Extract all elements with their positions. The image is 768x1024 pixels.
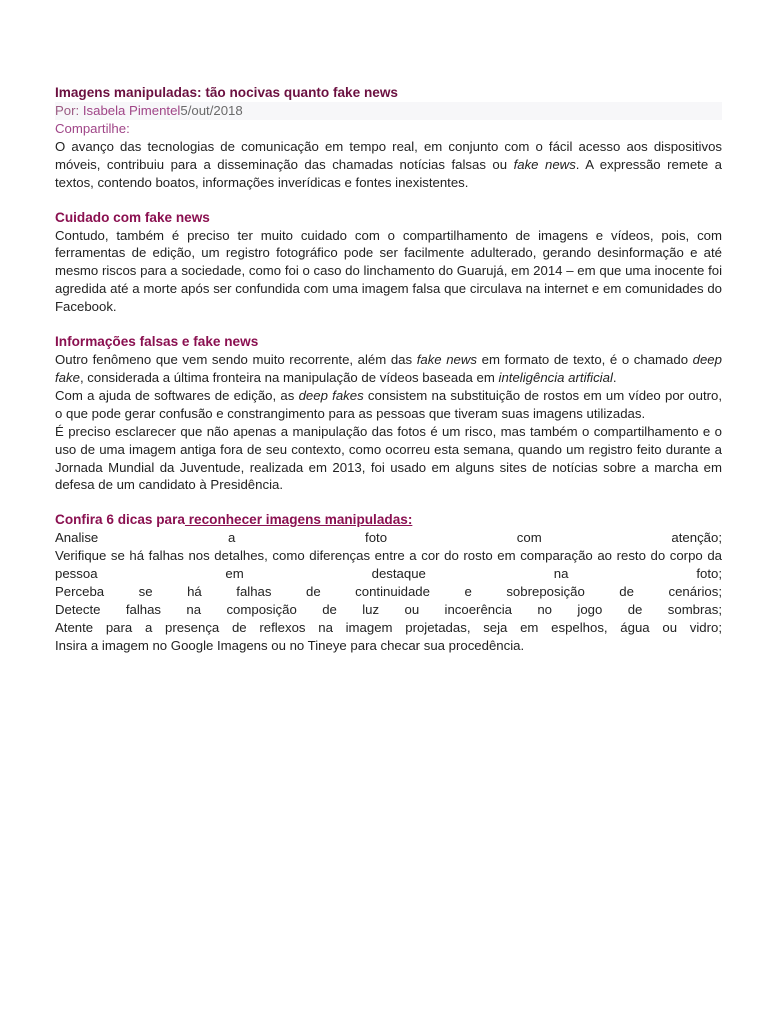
intro-text-a: O avanço das tecnologias de comunicação em tempo real, em conjunto com o fácil acesso aos dispositivos móveis, contribuiu para a disseminação das chamadas notícias falsas ou (55, 138, 722, 172)
text: consistem na substituição de rostos em um vídeo por outro, o que pode gerar confusão e constrangimento para as pessoas que tiveram suas imagens utilizadas. (55, 387, 723, 421)
section-heading (55, 511, 722, 529)
emphasis: deep fakes (298, 387, 364, 403)
emphasis: deep fake (55, 352, 722, 385)
article-title: Imagens manipuladas: tão nocivas quanto fake news (55, 85, 398, 100)
section-heading: Informações falsas e fake news (55, 334, 259, 350)
tip-item: Atente para a presença de reflexos na imagem projetadas, seja em espelhos, água ou vidro; (55, 619, 722, 635)
tip-item: Verifique se há falhas nos detalhes, como diferenças entre a cor do rosto em comparação ao resto do corpo da pessoa em destaque na foto; (55, 548, 722, 582)
tip-item: Perceba se há falhas de continuidade e sobreposição de cenários; (55, 584, 722, 600)
section-heading: Cuidado com fake news (55, 209, 210, 225)
tip-item: Detecte falhas na composição de luz ou incoerência no jogo de sombras; (55, 601, 722, 617)
emphasis: inteligência artificial (498, 369, 613, 385)
text: , considerada a última fronteira na manipulação de vídeos baseada em (79, 369, 499, 385)
intro-text-b: . A expressão remete a textos, contendo boatos, informações inverídicas e fontes inexistentes. (55, 156, 722, 190)
text: . (612, 369, 617, 385)
emphasis: fake news (416, 352, 478, 368)
byline-label: Por: (55, 103, 83, 118)
text: Outro fenômeno que vem sendo muito recorrente, além das (55, 352, 417, 368)
tip-item: Analise a foto com atenção; (55, 530, 722, 546)
article (55, 84, 722, 655)
section-informacoes (55, 333, 722, 494)
section-paragraph-2 (55, 387, 722, 423)
share-label: Compartilhe: (55, 120, 130, 136)
intro-paragraph (55, 138, 722, 192)
heading-text: Confira 6 dicas para (55, 512, 185, 528)
article-byline (55, 102, 722, 120)
text: em formato de texto, é o chamado (477, 352, 693, 368)
tip-item: Insira a imagem no Google Imagens ou no Tineye para checar sua procedência. (55, 637, 525, 653)
section-paragraph-3: É preciso esclarecer que não apenas a manipulação das fotos é um risco, mas também o compartilhamento e o uso de uma imagem antiga fora de seu contexto, como ocorreu esta semana, quando um registro feito durante a Jornada Mundial da Juventude, realizada em 2013, foi usado em alguns sites de notícias sobre a marcha em defesa de um candidato à Presidência. (55, 423, 722, 493)
section-paragraph: Contudo, também é preciso ter muito cuidado com o compartilhamento de imagens e vídeos, pois, com ferramentas de edição, um registro fotográfico pode ser facilmente adulterado, gerando desinformação e até mesmo riscos para a sociedade, como foi o caso do linchamento do Guarujá, em 2014 – em que uma inocente foi agredida até a morte após ser confundida com uma imagem falsa que circulava na internet e em comunidades do Facebook. (55, 227, 722, 315)
author-link[interactable]: Isabela Pimentel (82, 103, 181, 118)
heading-link[interactable]: reconhecer imagens manipuladas: (184, 512, 413, 528)
publish-date: 5/out/2018 (180, 103, 243, 118)
section-cuidado (55, 209, 722, 317)
section-dicas (55, 511, 722, 654)
intro-emphasis: fake news (513, 156, 576, 172)
section-paragraph-1 (55, 351, 722, 387)
text: Com a ajuda de softwares de edição, as (55, 387, 299, 403)
